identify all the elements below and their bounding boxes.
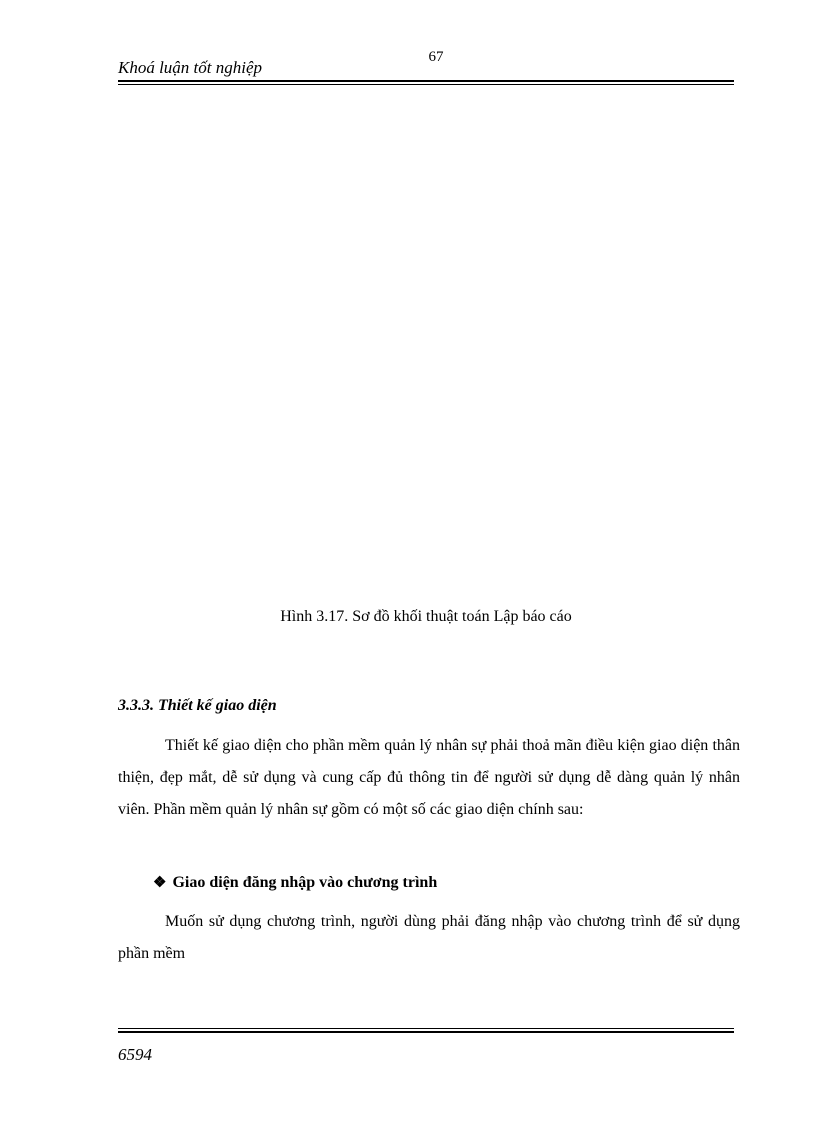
body-paragraph-intro: Thiết kế giao diện cho phần mềm quản lý nhân sự phải thoả mãn điều kiện giao diện thân thiện, đẹp mắt, dễ sử dụng và cung cấp đủ thông tin để người sử dụng dễ dàng quản lý nhân viên. Phần mềm quản lý nhân sự gồm có một số các giao diện chính sau: — [118, 737, 740, 818]
figure-placeholder — [118, 100, 734, 590]
bullet-heading-label: Giao diện đăng nhập vào chương trình — [172, 874, 438, 891]
figure-caption: Hình 3.17. Sơ đồ khối thuật toán Lập báo cáo — [280, 608, 572, 625]
bullet-heading — [153, 873, 437, 892]
section-heading: 3.3.3. Thiết kế giao diện — [118, 697, 277, 714]
diamond-bullet-icon: ❖ — [153, 875, 167, 891]
footer-rule — [118, 1028, 734, 1033]
footer-text: 6594 — [118, 1045, 152, 1064]
header-rule — [118, 80, 734, 85]
header-title: Khoá luận tốt nghiệp — [118, 58, 263, 77]
body-paragraph-login: Muốn sử dụng chương trình, người dùng phải đăng nhập vào chương trình để sử dụng phần mềm — [118, 913, 740, 962]
page-number: 67 — [428, 49, 444, 65]
